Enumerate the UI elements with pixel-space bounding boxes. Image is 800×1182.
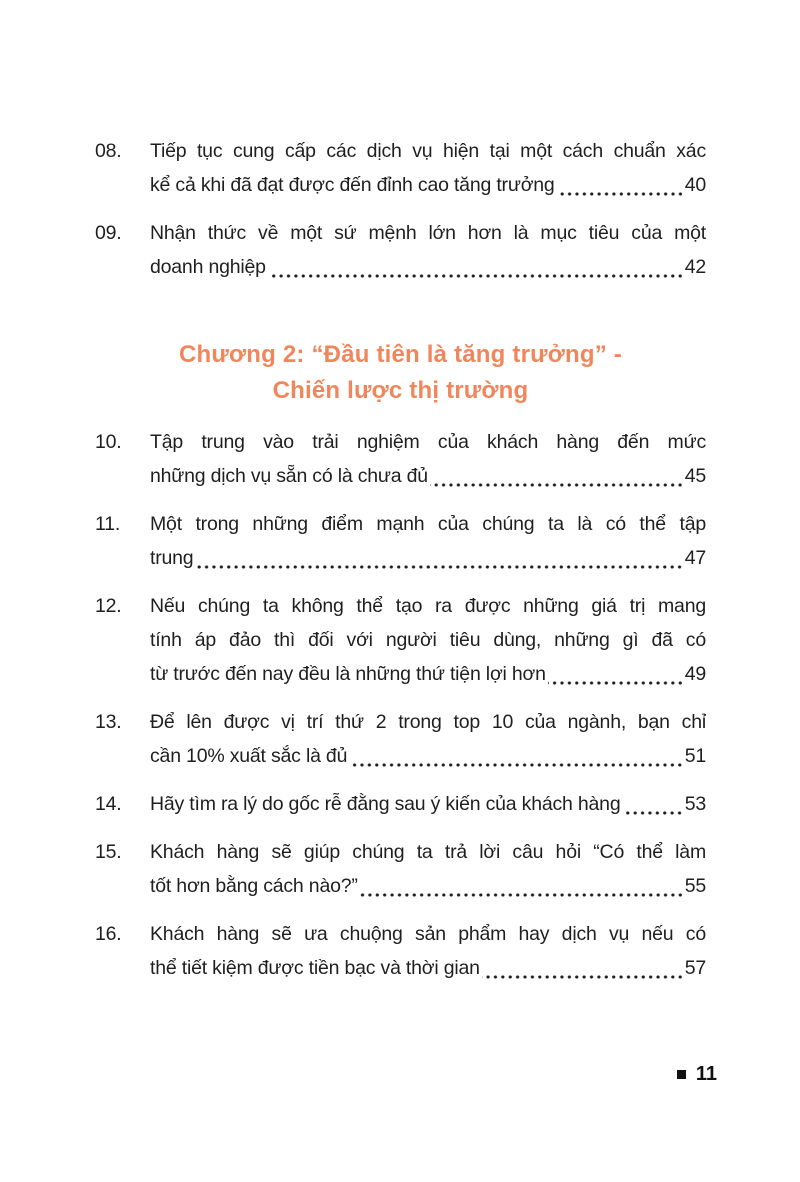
chapter-heading-line1: Chương 2: “Đầu tiên là tăng trưởng” - [179,341,622,368]
toc-entry-page: 42 [684,256,706,278]
toc-entry-text: Hãy tìm ra lý do gốc rễ đằng sau ý kiến của khách hàng [150,793,621,815]
toc-entry-page: 51 [684,745,706,767]
dot-leader [349,763,683,767]
toc-entry-body [150,705,706,773]
dot-leader [430,483,684,487]
toc-entry-line: Khách hàng sẽ ưa chuộng sản phẩm hay dịch vụ nếu có [150,923,706,945]
toc-entry-number: 15. [95,841,122,863]
toc-entry-body [150,507,706,575]
toc-entry [95,425,706,493]
toc-entry-text: những dịch vụ sẵn có là chưa đủ [150,465,428,487]
toc-entry-number: 14. [95,793,122,815]
toc-entry [95,917,706,985]
toc-entry [95,787,706,821]
dot-leader [268,274,684,278]
toc-entry-number: 11. [95,513,121,535]
toc-entry-lastline [150,869,706,903]
toc-entry-number: 09. [95,222,122,244]
page-number: 11 [695,1063,717,1085]
toc-entry-page: 47 [684,547,706,569]
toc-entry-page: 57 [684,957,706,979]
toc-entry-body [150,787,706,821]
toc-entry-page: 49 [684,663,706,685]
toc-list-after [95,425,706,985]
toc-entry-lastline [150,541,706,575]
toc-entry-lastline [150,250,706,284]
toc-entry-lastline [150,739,706,773]
toc-entry-lastline [150,951,706,985]
dot-leader [360,893,684,897]
toc-entry [95,705,706,773]
toc-entry-number: 12. [95,595,122,617]
toc-entry-text: doanh nghiệp [150,256,266,278]
toc-entry-line: tính áp đảo thì đối với người tiêu dùng, những gì đã có [150,629,706,651]
chapter-heading [95,337,706,409]
toc-entry-page: 40 [684,174,706,196]
toc-entry-body [150,134,706,202]
toc-entry-lastline [150,168,706,202]
toc-entry-line: Khách hàng sẽ giúp chúng ta trả lời câu hỏi “Có thể làm [150,841,706,863]
toc-entry-body [150,835,706,903]
toc-entry-line: Nếu chúng ta không thể tạo ra được những giá trị mang [150,595,706,617]
toc-entry-body [150,917,706,985]
toc-entry-line: Tiếp tục cung cấp các dịch vụ hiện tại một cách chuẩn xác [150,140,706,162]
toc-entry [95,216,706,284]
toc-entry-body [150,425,706,493]
toc-entry-line: Nhận thức về một sứ mệnh lớn hơn là mục tiêu của một [150,222,706,244]
toc-entry-page: 45 [684,465,706,487]
toc-entry-body [150,589,706,691]
toc-entry-text: tốt hơn bằng cách nào?” [150,875,358,897]
toc-entry-number: 10. [95,431,122,453]
dot-leader [557,192,684,196]
toc-entry-text: từ trước đến nay đều là những thứ tiện lợi hơn [150,663,546,685]
toc-entry-line: Một trong những điểm mạnh của chúng ta là có thể tập [150,513,706,535]
toc-entry [95,134,706,202]
page-footer [677,1064,717,1084]
toc-entry-text: cần 10% xuất sắc là đủ [150,745,348,767]
toc-entry-line: Để lên được vị trí thứ 2 trong top 10 của ngành, bạn chỉ [150,711,706,733]
toc-entry-page: 55 [684,875,706,897]
toc-entry-number: 16. [95,923,122,945]
toc-entry [95,589,706,691]
toc-entry-line: Tập trung vào trải nghiệm của khách hàng đến mức [150,431,706,453]
toc-entry-number: 08. [95,140,122,162]
dot-leader [622,811,683,815]
toc-list-before [95,134,706,284]
toc-entry-lastline [150,657,706,691]
toc-entry-page: 53 [684,793,706,815]
toc-entry [95,835,706,903]
dot-leader [195,565,683,569]
toc-entry-lastline [150,787,706,821]
dot-leader [548,681,684,685]
toc-entry-number: 13. [95,711,122,733]
dot-leader [482,975,684,979]
chapter-heading-line2: Chiến lược thị trường [272,377,529,404]
toc-entry-text: thể tiết kiệm được tiền bạc và thời gian [150,957,480,979]
toc-entry [95,507,706,575]
toc-entry-text: kể cả khi đã đạt được đến đỉnh cao tăng trưởng [150,174,555,196]
square-bullet-icon [677,1070,686,1079]
toc-entry-text: trung [150,547,194,569]
toc-entry-lastline [150,459,706,493]
toc-entry-body [150,216,706,284]
